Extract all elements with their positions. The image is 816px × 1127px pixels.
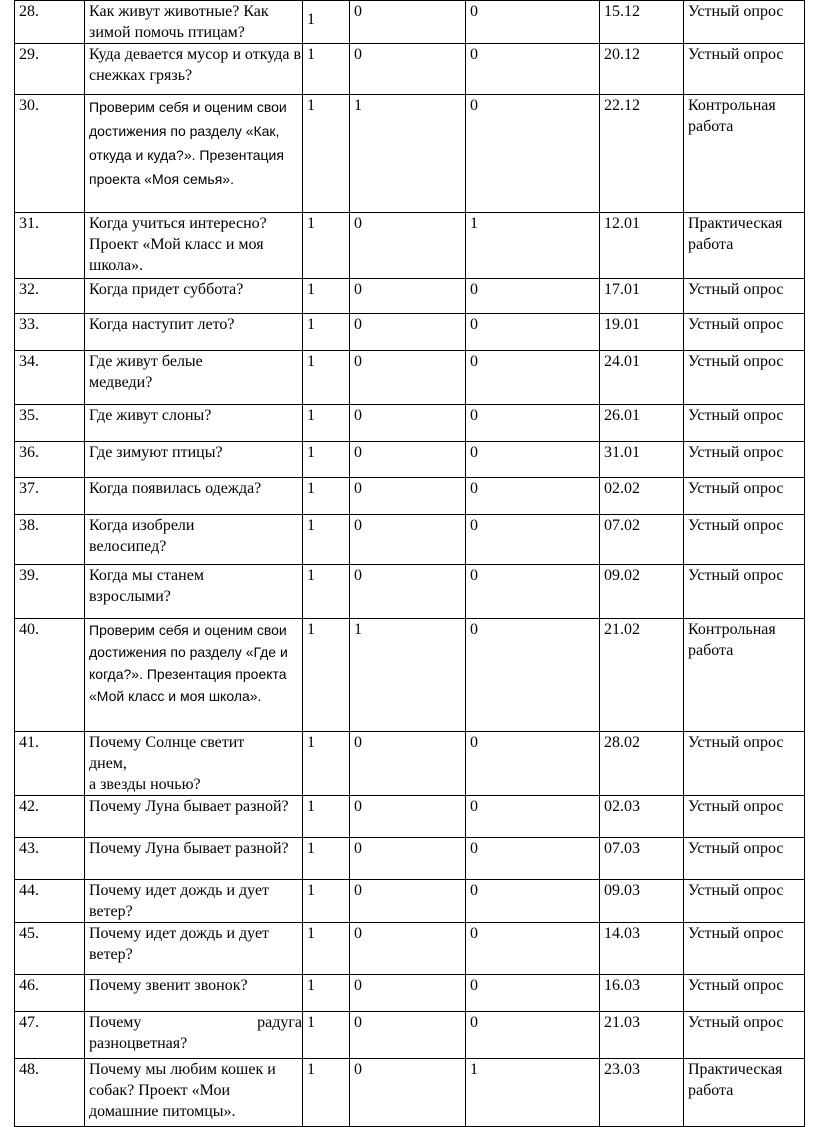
control-work-count: 0 — [350, 1, 466, 44]
table-row — [15, 44, 805, 95]
assessment-form: Устный опрос — [684, 923, 805, 975]
assessment-form: Устный опрос — [684, 1012, 805, 1059]
hours-value: 1 — [303, 796, 350, 838]
topic-line: а звезды ночью? — [89, 776, 201, 793]
lesson-topic — [85, 1012, 303, 1059]
lesson-date: 28.02 — [600, 732, 684, 796]
row-number: 28. — [15, 1, 85, 44]
assessment-form: Практическая работа — [684, 1059, 805, 1127]
practical-work-count: 1 — [466, 1059, 600, 1127]
lesson-date: 07.02 — [600, 515, 684, 565]
table-row — [15, 796, 805, 838]
lesson-topic: Почему идет дождь и дует ветер? — [85, 923, 303, 975]
lesson-topic: Когда появилась одежда? — [85, 478, 303, 515]
hours-value: 1 — [303, 1012, 350, 1059]
control-work-count: 0 — [350, 1059, 466, 1127]
lesson-date: 26.01 — [600, 405, 684, 442]
assessment-form: Устный опрос — [684, 279, 805, 314]
control-work-count: 0 — [350, 732, 466, 796]
table-row — [15, 279, 805, 314]
practical-work-count: 0 — [466, 314, 600, 351]
row-number: 41. — [15, 732, 85, 796]
control-work-count: 0 — [350, 880, 466, 923]
row-number: 35. — [15, 405, 85, 442]
control-work-count: 0 — [350, 279, 466, 314]
lesson-date: 12.01 — [600, 213, 684, 279]
control-work-count: 1 — [350, 95, 466, 213]
hours-value: 1 — [303, 314, 350, 351]
control-work-count: 1 — [350, 619, 466, 732]
lesson-date: 16.03 — [600, 975, 684, 1012]
lesson-date: 09.02 — [600, 565, 684, 619]
lesson-date: 09.03 — [600, 880, 684, 923]
table-row — [15, 1012, 805, 1059]
lesson-date: 23.03 — [600, 1059, 684, 1127]
practical-work-count: 0 — [466, 351, 600, 405]
control-work-count: 0 — [350, 442, 466, 478]
table-row — [15, 732, 805, 796]
table-row — [15, 351, 805, 405]
row-number: 38. — [15, 515, 85, 565]
hours-value: 1 — [303, 95, 350, 213]
assessment-form: Устный опрос — [684, 838, 805, 880]
topic-line: Почему Солнце светит днем, — [89, 734, 245, 772]
lesson-topic: Где живут слоны? — [85, 405, 303, 442]
row-number: 44. — [15, 880, 85, 923]
row-number: 46. — [15, 975, 85, 1012]
hours-value: 1 — [303, 351, 350, 405]
assessment-form: Устный опрос — [684, 442, 805, 478]
hours-value: 1 — [303, 923, 350, 975]
lesson-topic: Когда мы станем взрослыми? — [85, 565, 303, 619]
row-number: 39. — [15, 565, 85, 619]
hours-value: 1 — [303, 44, 350, 95]
hours-value: 1 — [303, 838, 350, 880]
hours-value: 1 — [303, 213, 350, 279]
practical-work-count: 0 — [466, 975, 600, 1012]
control-work-count: 0 — [350, 478, 466, 515]
table-row — [15, 880, 805, 923]
assessment-form: Устный опрос — [684, 796, 805, 838]
lesson-topic: Когда изобрели велосипед? — [85, 515, 303, 565]
row-number: 37. — [15, 478, 85, 515]
practical-work-count: 0 — [466, 44, 600, 95]
practical-work-count: 0 — [466, 515, 600, 565]
row-number: 33. — [15, 314, 85, 351]
row-number: 40. — [15, 619, 85, 732]
table-row — [15, 515, 805, 565]
control-work-count: 0 — [350, 405, 466, 442]
practical-work-count: 0 — [466, 442, 600, 478]
table-row — [15, 442, 805, 478]
assessment-form: Контрольная работа — [684, 95, 805, 213]
lesson-date: 24.01 — [600, 351, 684, 405]
row-number: 43. — [15, 838, 85, 880]
control-work-count: 0 — [350, 838, 466, 880]
row-number: 30. — [15, 95, 85, 213]
lesson-topic: Когда учиться интересно? Проект «Мой класс и моя школа». — [85, 213, 303, 279]
hours-value: 1 — [303, 975, 350, 1012]
assessment-form: Устный опрос — [684, 44, 805, 95]
row-number: 47. — [15, 1012, 85, 1059]
row-number: 48. — [15, 1059, 85, 1127]
hours-value: 1 — [303, 405, 350, 442]
hours-value: 1 — [307, 11, 315, 28]
lesson-topic: Где зимуют птицы? — [85, 442, 303, 478]
table-row — [15, 95, 805, 213]
row-number: 36. — [15, 442, 85, 478]
lesson-topic: Как живут животные? Как зимой помочь птицам? — [85, 1, 303, 44]
assessment-form: Устный опрос — [684, 975, 805, 1012]
hours-value: 1 — [303, 732, 350, 796]
assessment-form: Контрольная работа — [684, 619, 805, 732]
table-row — [15, 565, 805, 619]
control-work-count: 0 — [350, 515, 466, 565]
hours-value: 1 — [303, 515, 350, 565]
lesson-date: 21.02 — [600, 619, 684, 732]
row-number: 45. — [15, 923, 85, 975]
control-work-count: 0 — [350, 1012, 466, 1059]
table-row — [15, 213, 805, 279]
assessment-form: Устный опрос — [684, 732, 805, 796]
table-row — [15, 1, 805, 44]
lesson-date: 17.01 — [600, 279, 684, 314]
hours-value: 1 — [303, 619, 350, 732]
assessment-form: Устный опрос — [684, 565, 805, 619]
lesson-date: 20.12 — [600, 44, 684, 95]
lesson-date: 14.03 — [600, 923, 684, 975]
lesson-topic: Когда придет суббота? — [85, 279, 303, 314]
topic-line: разноцветная? — [89, 1035, 188, 1052]
hours-cell — [303, 1, 350, 44]
lesson-topic: Проверим себя и оценим свои достижения по разделу «Где и когда?». Презентация проекта «Мой класс и моя школа». — [85, 619, 303, 732]
topic-word: радуга — [257, 1014, 302, 1031]
practical-work-count: 1 — [466, 213, 600, 279]
table-row — [15, 478, 805, 515]
lesson-topic — [85, 732, 303, 796]
topic-word: Почему — [89, 1014, 142, 1031]
table-row — [15, 619, 805, 732]
table-row — [15, 314, 805, 351]
practical-work-count: 0 — [466, 405, 600, 442]
assessment-form: Устный опрос — [684, 351, 805, 405]
lesson-date: 22.12 — [600, 95, 684, 213]
hours-value: 1 — [303, 478, 350, 515]
practical-work-count: 0 — [466, 1012, 600, 1059]
table-row — [15, 405, 805, 442]
lesson-topic: Почему звенит звонок? — [85, 975, 303, 1012]
assessment-form: Устный опрос — [684, 515, 805, 565]
practical-work-count: 0 — [466, 880, 600, 923]
lesson-date: 19.01 — [600, 314, 684, 351]
lesson-topic: Когда наступит лето? — [85, 314, 303, 351]
row-number: 34. — [15, 351, 85, 405]
control-work-count: 0 — [350, 44, 466, 95]
control-work-count: 0 — [350, 351, 466, 405]
lesson-topic: Почему Луна бывает разной? — [85, 796, 303, 838]
lesson-date: 21.03 — [600, 1012, 684, 1059]
practical-work-count: 0 — [466, 619, 600, 732]
practical-work-count: 0 — [466, 796, 600, 838]
control-work-count: 0 — [350, 975, 466, 1012]
practical-work-count: 0 — [466, 95, 600, 213]
assessment-form: Устный опрос — [684, 314, 805, 351]
lesson-topic: Куда девается мусор и откуда в снежках грязь? — [85, 44, 303, 95]
table-row — [15, 975, 805, 1012]
lesson-date: 15.12 — [600, 1, 684, 44]
practical-work-count: 0 — [466, 1, 600, 44]
table-row — [15, 838, 805, 880]
lesson-date: 31.01 — [600, 442, 684, 478]
table-row — [15, 1059, 805, 1127]
practical-work-count: 0 — [466, 279, 600, 314]
hours-value: 1 — [303, 565, 350, 619]
row-number: 31. — [15, 213, 85, 279]
practical-work-count: 0 — [466, 478, 600, 515]
control-work-count: 0 — [350, 923, 466, 975]
table-row — [15, 923, 805, 975]
hours-value: 1 — [303, 880, 350, 923]
lesson-plan-table — [14, 0, 805, 1127]
lesson-topic: Почему идет дождь и дует ветер? — [85, 880, 303, 923]
hours-value: 1 — [303, 442, 350, 478]
row-number: 42. — [15, 796, 85, 838]
assessment-form: Практическая работа — [684, 213, 805, 279]
control-work-count: 0 — [350, 213, 466, 279]
lesson-date: 07.03 — [600, 838, 684, 880]
control-work-count: 0 — [350, 314, 466, 351]
hours-value: 1 — [303, 279, 350, 314]
hours-value: 1 — [303, 1059, 350, 1127]
lesson-date: 02.03 — [600, 796, 684, 838]
control-work-count: 0 — [350, 565, 466, 619]
topic-line — [89, 1012, 302, 1033]
practical-work-count: 0 — [466, 732, 600, 796]
lesson-topic: Почему мы любим кошек и собак? Проект «Мои домашние питомцы». — [85, 1059, 303, 1127]
lesson-date: 02.02 — [600, 478, 684, 515]
practical-work-count: 0 — [466, 923, 600, 975]
row-number: 32. — [15, 279, 85, 314]
assessment-form: Устный опрос — [684, 478, 805, 515]
control-work-count: 0 — [350, 796, 466, 838]
lesson-topic: Где живут белые медведи? — [85, 351, 303, 405]
lesson-topic: Почему Луна бывает разной? — [85, 838, 303, 880]
row-number: 29. — [15, 44, 85, 95]
assessment-form: Устный опрос — [684, 405, 805, 442]
assessment-form: Устный опрос — [684, 1, 805, 44]
practical-work-count: 0 — [466, 838, 600, 880]
practical-work-count: 0 — [466, 565, 600, 619]
assessment-form: Устный опрос — [684, 880, 805, 923]
lesson-topic: Проверим себя и оценим свои достижения по разделу «Как, откуда и куда?». Презентация проекта «Моя семья». — [85, 95, 303, 213]
